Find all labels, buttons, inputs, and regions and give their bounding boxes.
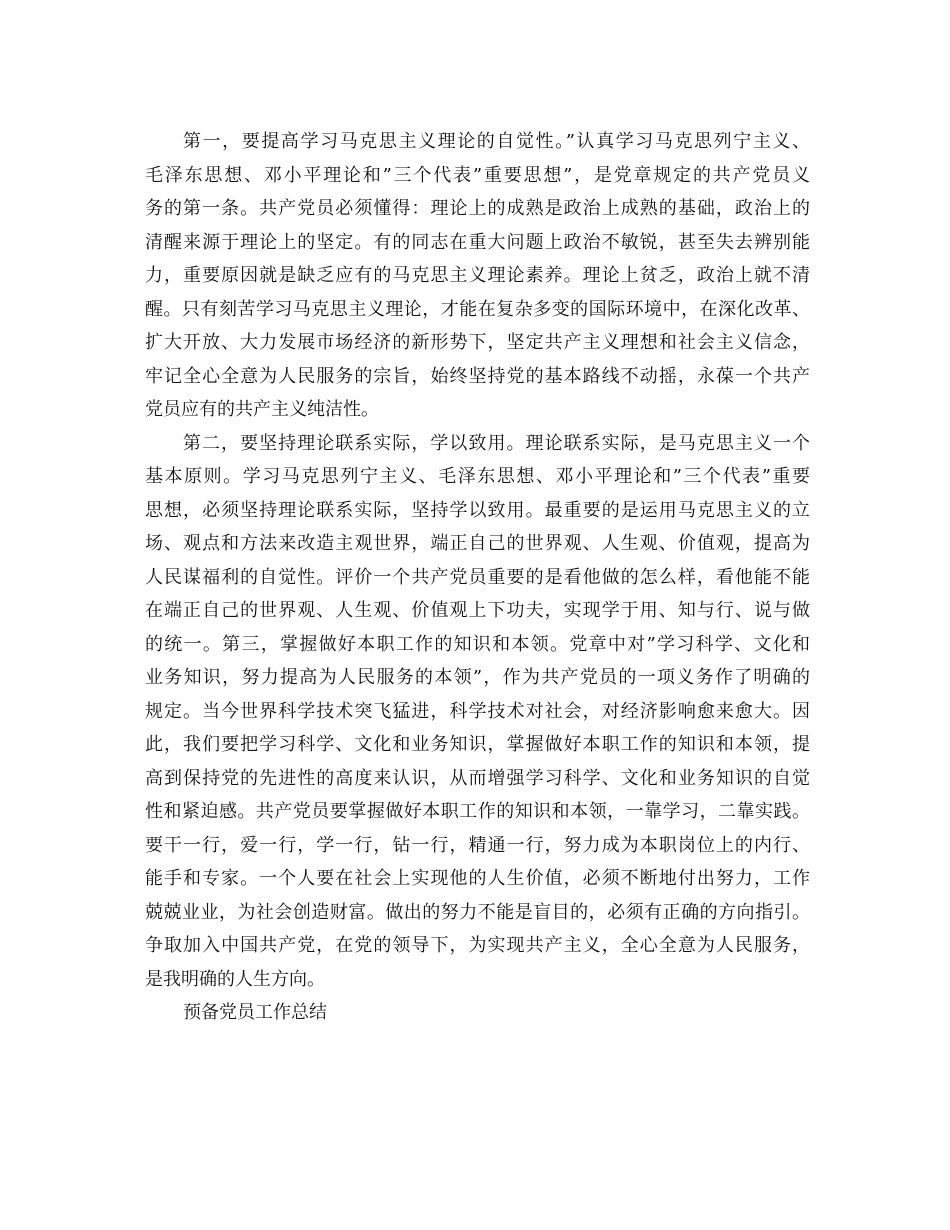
paragraph-3 <box>145 996 810 1030</box>
text-line: 性和紧迫感。共产党员要掌握做好本职工作的知识和本领，一靠学习，二靠实践。 <box>145 801 810 822</box>
text-line: 能手和专家。一个人要在社会上实现他的人生价值，必须不断地付出努力，工作 <box>145 868 810 889</box>
text-line: 预备党员工作总结 <box>183 1002 327 1023</box>
text-line: 基本原则。学习马克思列宁主义、毛泽东思想、邓小平理论和”三个代表”重要 <box>145 466 810 487</box>
text-line: 党员应有的共产主义纯洁性。 <box>145 399 379 420</box>
paragraph-2 <box>145 427 810 997</box>
text-line: 毛泽东思想、邓小平理论和”三个代表”重要思想”，是党章规定的共产党员义 <box>145 164 810 186</box>
text-line: 高到保持党的先进性的高度来认识，从而增强学习科学、文化和业务知识的自觉 <box>145 767 810 789</box>
text-line: 兢兢业业，为社会创造财富。做出的努力不能是盲目的，必须有正确的方向指引。 <box>145 901 810 923</box>
text-line: 在端正自己的世界观、人生观、价值观上下功夫，实现学于用、知与行、说与做 <box>145 600 810 621</box>
paragraph-1 <box>145 125 810 427</box>
text-line: 要干一行，爱一行，学一行，钻一行，精通一行，努力成为本职岗位上的内行、 <box>145 834 810 856</box>
text-line: 清醒来源于理论上的坚定。有的同志在重大问题上政治不敏锐，甚至失去辨别能 <box>145 231 810 253</box>
text-line: 力，重要原因就是缺乏应有的马克思主义理论素养。理论上贫乏，政治上就不清 <box>145 265 810 286</box>
text-line: 务的第一条。共产党员必须懂得：理论上的成熟是政治上成熟的基础，政治上的 <box>145 198 810 219</box>
text-line: 场、观点和方法来改造主观世界，端正自己的世界观、人生观、价值观，提高为 <box>145 533 810 554</box>
text-line: 醒。只有刻苦学习马克思主义理论，才能在复杂多变的国际环境中，在深化改革、 <box>145 298 810 320</box>
text-line: 业务知识，努力提高为人民服务的本领”，作为共产党员的一项义务作了明确的 <box>145 667 810 688</box>
document-body <box>145 125 810 1030</box>
text-line: 规定。当今世界科学技术突飞猛进，科学技术对社会，对经济影响愈来愈大。因 <box>145 700 810 722</box>
text-line: 此，我们要把学习科学、文化和业务知识，掌握做好本职工作的知识和本领，提 <box>145 734 810 755</box>
text-line: 是我明确的人生方向。 <box>145 968 325 990</box>
text-line: 人民谋福利的自觉性。评价一个共产党员重要的是看他做的怎么样，看他能不能 <box>145 566 810 588</box>
text-line: 的统一。第三，掌握做好本职工作的知识和本领。党章中对”学习科学、文化和 <box>145 633 810 655</box>
text-line: 争取加入中国共产党，在党的领导下，为实现共产主义，全心全意为人民服务， <box>145 935 810 956</box>
text-line: 第二，要坚持理论联系实际，学以致用。理论联系实际，是马克思主义一个 <box>183 432 810 454</box>
text-line: 第一，要提高学习马克思主义理论的自觉性。”认真学习马克思列宁主义、 <box>183 131 810 152</box>
text-line: 思想，必须坚持理论联系实际，坚持学以致用。最重要的是运用马克思主义的立 <box>145 499 810 521</box>
text-line: 扩大开放、大力发展市场经济的新形势下，坚定共产主义理想和社会主义信念， <box>145 332 810 353</box>
text-line: 牢记全心全意为人民服务的宗旨，始终坚持党的基本路线不动摇，永葆一个共产 <box>145 365 810 387</box>
